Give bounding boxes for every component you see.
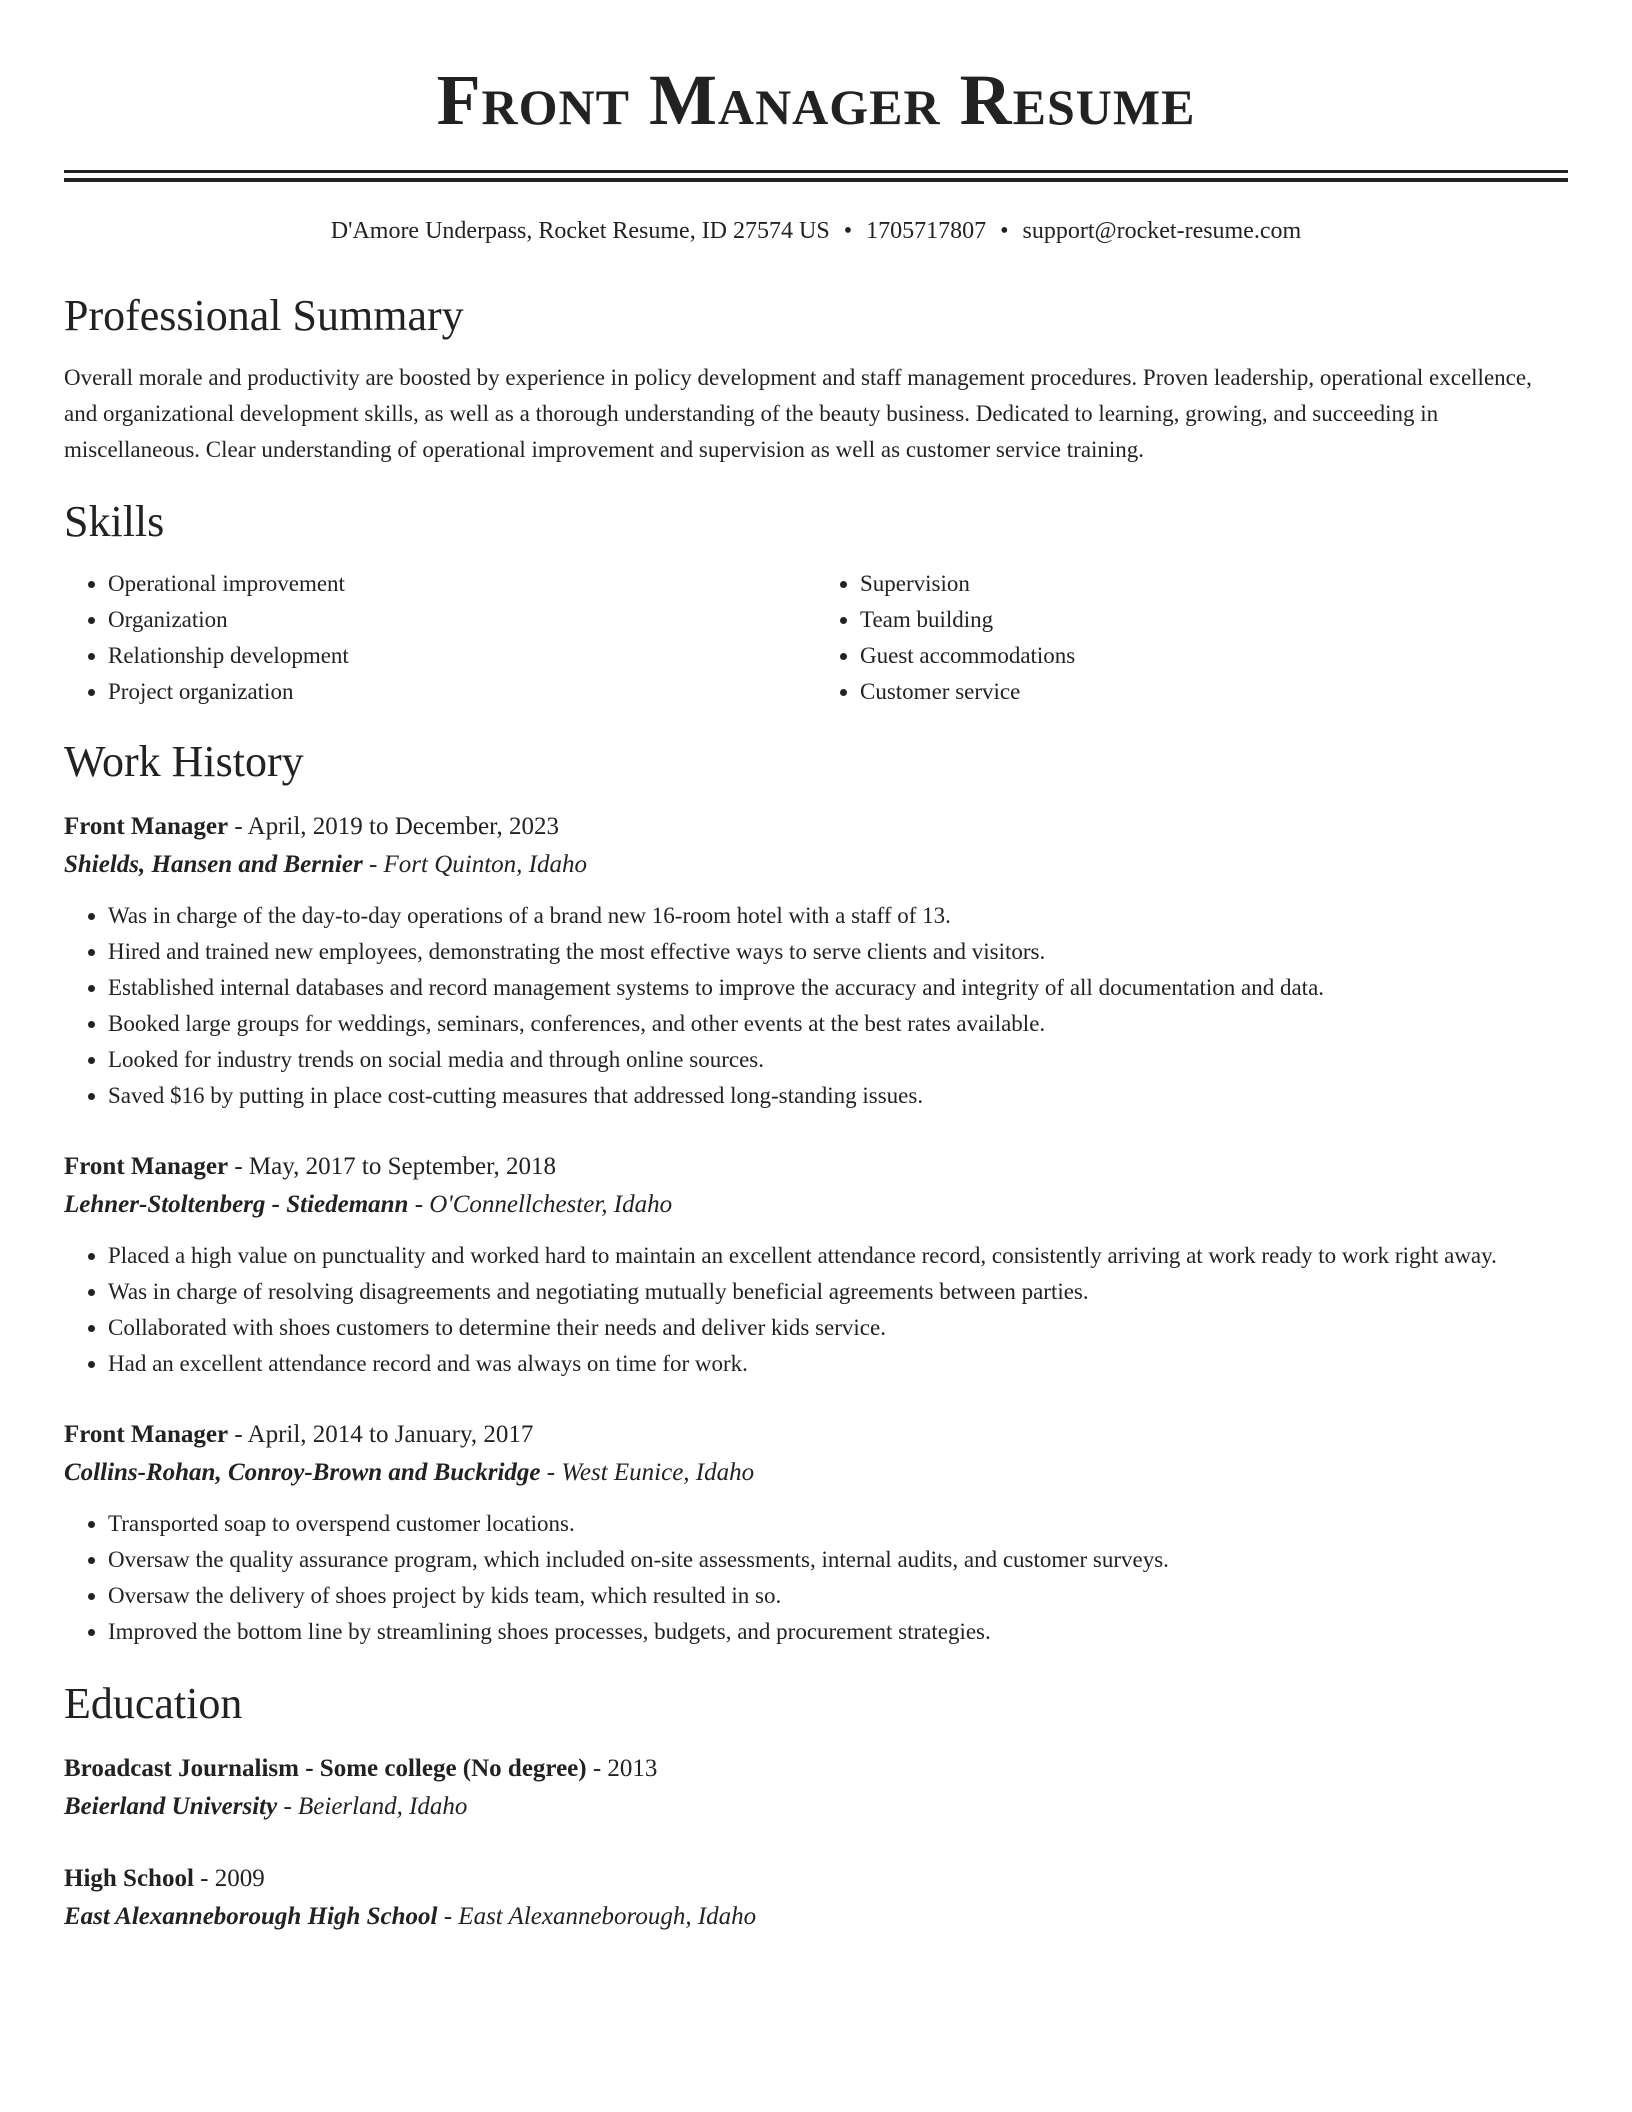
skill-item: • Team building xyxy=(860,602,1568,638)
skills-column-left xyxy=(64,566,816,710)
job-bullet: • Was in charge of resolving disagreements and negotiating mutually beneficial agreements between parties. xyxy=(108,1274,1568,1310)
job-bullet: • Hired and trained new employees, demonstrating the most effective ways to serve clients and visitors. xyxy=(108,934,1568,970)
job-title-line xyxy=(64,1148,1568,1186)
school-name: East Alexanneborough High School xyxy=(64,1903,438,1930)
job-bullet: • Was in charge of the day-to-day operations of a brand new 16-room hotel with a staff of 13. xyxy=(108,898,1568,934)
job-entry xyxy=(64,1416,1568,1650)
job-title: Front Manager xyxy=(64,1153,229,1180)
resume-title: Front Manager Resume xyxy=(436,60,1196,140)
company-line xyxy=(64,1454,1568,1492)
skills-column-right xyxy=(816,566,1568,710)
job-dates: - April, 2014 to January, 2017 xyxy=(228,1421,534,1448)
school-name: Beierland University xyxy=(64,1793,278,1820)
skill-item: • Project organization xyxy=(108,674,816,710)
job-bullet: • Placed a high value on punctuality and worked hard to maintain an excellent attendance record, consistently arriving at work ready to work right away. xyxy=(108,1238,1568,1274)
job-title: Front Manager xyxy=(64,813,229,840)
company-name: Lehner-Stoltenberg - Stiedemann xyxy=(64,1191,409,1218)
education-entry xyxy=(64,1860,1568,1936)
job-bullet: • Collaborated with shoes customers to determine their needs and deliver kids service. xyxy=(108,1310,1568,1346)
job-title-line xyxy=(64,808,1568,846)
skill-item: • Relationship development xyxy=(108,638,816,674)
contact-email: support@rocket-resume.com xyxy=(1022,218,1302,244)
company-line xyxy=(64,846,1568,884)
job-bullet: • Booked large groups for weddings, seminars, conferences, and other events at the best rates available. xyxy=(108,1006,1568,1042)
job-entry xyxy=(64,808,1568,1114)
education-heading: Education xyxy=(64,1679,243,1728)
school-location: - Beierland, Idaho xyxy=(277,1793,468,1820)
company-location: - O'Connellchester, Idaho xyxy=(408,1191,673,1218)
job-bullet: • Looked for industry trends on social media and through online sources. xyxy=(108,1042,1568,1078)
job-bullet: • Oversaw the quality assurance program, which included on-site assessments, internal audits, and customer surveys. xyxy=(108,1542,1568,1578)
summary-text: Overall morale and productivity are boosted by experience in policy development and staff management procedures. Proven leadership, operational excellence, and organizational development skills, as well as a thorough understanding of the beauty business. Dedicated to learning, growing, and succeeding in miscellaneous. Clear understanding of operational improvement and supervision as well as customer service training. xyxy=(64,365,1532,462)
graduation-year: - 2009 xyxy=(193,1865,265,1892)
job-dates: - April, 2019 to December, 2023 xyxy=(228,813,559,840)
contact-address: D'Amore Underpass, Rocket Resume, ID 27574 US xyxy=(330,218,830,244)
degree-name: High School xyxy=(64,1865,194,1892)
job-bullet: • Improved the bottom line by streamlining shoes processes, budgets, and procurement strategies. xyxy=(108,1614,1568,1650)
skills-heading: Skills xyxy=(64,497,165,546)
skill-item: • Supervision xyxy=(860,566,1568,602)
job-title: Front Manager xyxy=(64,1421,229,1448)
education-entry xyxy=(64,1750,1568,1826)
school-line xyxy=(64,1898,1568,1936)
job-bullet: • Had an excellent attendance record and was always on time for work. xyxy=(108,1346,1568,1382)
job-bullets xyxy=(64,1238,1568,1382)
degree-name: Broadcast Journalism - Some college (No degree) xyxy=(64,1755,587,1782)
job-entry xyxy=(64,1148,1568,1382)
company-name: Collins-Rohan, Conroy-Brown and Buckridge xyxy=(64,1459,541,1486)
job-bullet: • Transported soap to overspend customer locations. xyxy=(108,1506,1568,1542)
degree-line xyxy=(64,1860,1568,1898)
work-history-heading: Work History xyxy=(64,737,304,786)
school-line xyxy=(64,1788,1568,1826)
company-location: - Fort Quinton, Idaho xyxy=(362,851,587,878)
job-bullet: • Established internal databases and record management systems to improve the accuracy and integrity of all documentation and data. xyxy=(108,970,1568,1006)
job-bullet: • Saved $16 by putting in place cost-cutting measures that addressed long-standing issues. xyxy=(108,1078,1568,1114)
skill-item: • Guest accommodations xyxy=(860,638,1568,674)
company-line xyxy=(64,1186,1568,1224)
skills-list xyxy=(64,566,1568,710)
summary-heading: Professional Summary xyxy=(64,291,464,340)
skill-item: • Operational improvement xyxy=(108,566,816,602)
skill-item: • Organization xyxy=(108,602,816,638)
title-divider xyxy=(64,170,1568,182)
company-location: - West Eunice, Idaho xyxy=(540,1459,755,1486)
school-location: - East Alexanneborough, Idaho xyxy=(437,1903,757,1930)
job-bullet: • Oversaw the delivery of shoes project by kids team, which resulted in so. xyxy=(108,1578,1568,1614)
contact-separator: • xyxy=(843,218,853,244)
job-title-line xyxy=(64,1416,1568,1454)
company-name: Shields, Hansen and Bernier xyxy=(64,851,363,878)
job-bullets xyxy=(64,898,1568,1114)
contact-phone: 1705717807 xyxy=(866,218,987,244)
contact-separator: • xyxy=(1000,218,1009,244)
job-dates: - May, 2017 to September, 2018 xyxy=(228,1153,556,1180)
skill-item: • Customer service xyxy=(860,674,1568,710)
job-bullets xyxy=(64,1506,1568,1650)
degree-line xyxy=(64,1750,1568,1788)
contact-line xyxy=(64,216,1568,246)
graduation-year: - 2013 xyxy=(586,1755,658,1782)
